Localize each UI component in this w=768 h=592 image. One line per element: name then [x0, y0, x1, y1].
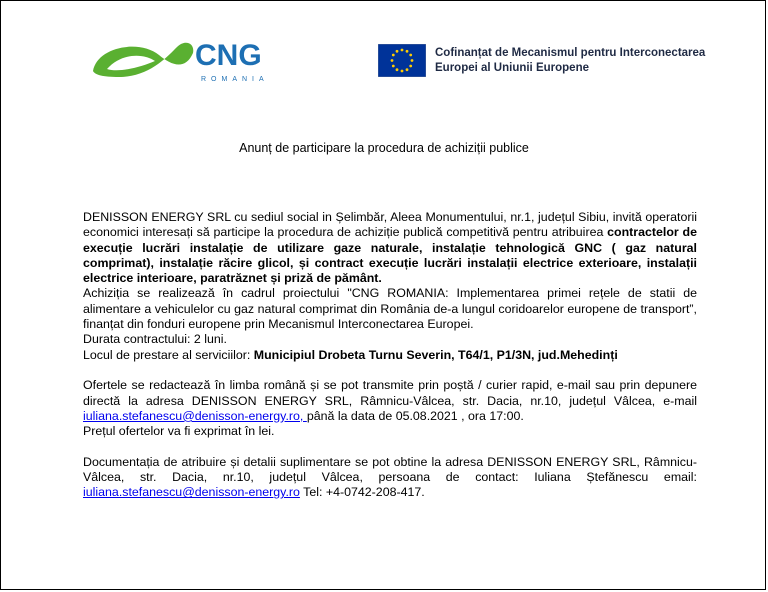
eu-line-2: Europei al Uniunii Europene	[435, 62, 589, 74]
offers-deadline: până la data de 05.08.2021 , ora 17:00.	[306, 408, 524, 423]
announcement-body	[83, 210, 697, 501]
intro-text: DENISSON ENERGY SRL cu sediul social in Șelimbăr, Aleea Monumentului, nr.1, județul Sibiu, invită operatorii economici interesați să participe la procedura de achiziție publică competitivă pentru atribuirea	[83, 210, 697, 240]
cng-sub-text: ROMANIA	[201, 76, 269, 83]
paragraph-project: Achiziția se realizează în cadrul proiectului "CNG ROMANIA: Implementarea primei rețele de statii de alimentare a vehiculelor cu gaz natural comprimat din România de-a lungul coridoarelor europene de transport”, finanțat din fonduri europene prin Mecanismul Interconectarea Europei.	[83, 286, 697, 332]
location-value: Municipiul Drobeta Turnu Severin, T64/1, P1/3N, jud.Mehedinți	[253, 347, 618, 362]
eu-line-1: Cofinanțat de Mecanismul pentru Interconectarea	[435, 47, 706, 59]
documentation-text: Documentația de atribuire și detalii suplimentare se pot obtine la adresa DENISSON ENERGY SRL, Râmnicu-Vâlcea, str. Dacia, nr.10, județul Vâlcea, persoana de contact: Iuliana Ștefănescu email:	[83, 454, 697, 485]
eu-flag-icon	[378, 44, 426, 77]
paragraph-intro	[83, 210, 697, 286]
price-note: Prețul ofertelor va fi exprimat în lei.	[83, 424, 275, 439]
cng-romania-logo	[89, 31, 289, 91]
contract-scope: contractelor de execuție lucrări instalație de utilizare gaze naturale, instalație tehnologică GNC ( gaz natural comprimat), instalație răcire glicol, și contract execuție lucrări instalații electrice exterioare, instalații electrice interioare, paratrăznet și priză de pământ.	[83, 225, 697, 286]
contract-duration: Durata contractului: 2 luni.	[83, 332, 227, 347]
contact-phone: Tel: +4-0742-208-417.	[299, 485, 425, 500]
offers-text: Ofertele se redactează în limba română și se pot transmite prin poștă / curier rapid, e-mail sau prin depunere directă la adresa DENISSON ENERGY SRL, Râmnicu-Vâlcea, str. Dacia, nr.10, județul Vâlcea, e-mail	[83, 378, 697, 408]
paragraph-documentation	[83, 455, 697, 501]
cng-brand-text: CNG	[195, 39, 262, 72]
email-link-offers[interactable]: iuliana.stefanescu@denisson-energy.ro,	[83, 408, 307, 423]
email-link-contact[interactable]: iuliana.stefanescu@denisson-energy.ro	[83, 485, 300, 500]
eu-cofinancing-text	[435, 46, 735, 76]
page-title: Anunț de participare la procedura de achiziții publice	[239, 141, 529, 155]
location-label: Locul de prestare al serviciilor:	[83, 347, 254, 362]
service-location	[83, 348, 697, 363]
paragraph-offers	[83, 378, 697, 424]
